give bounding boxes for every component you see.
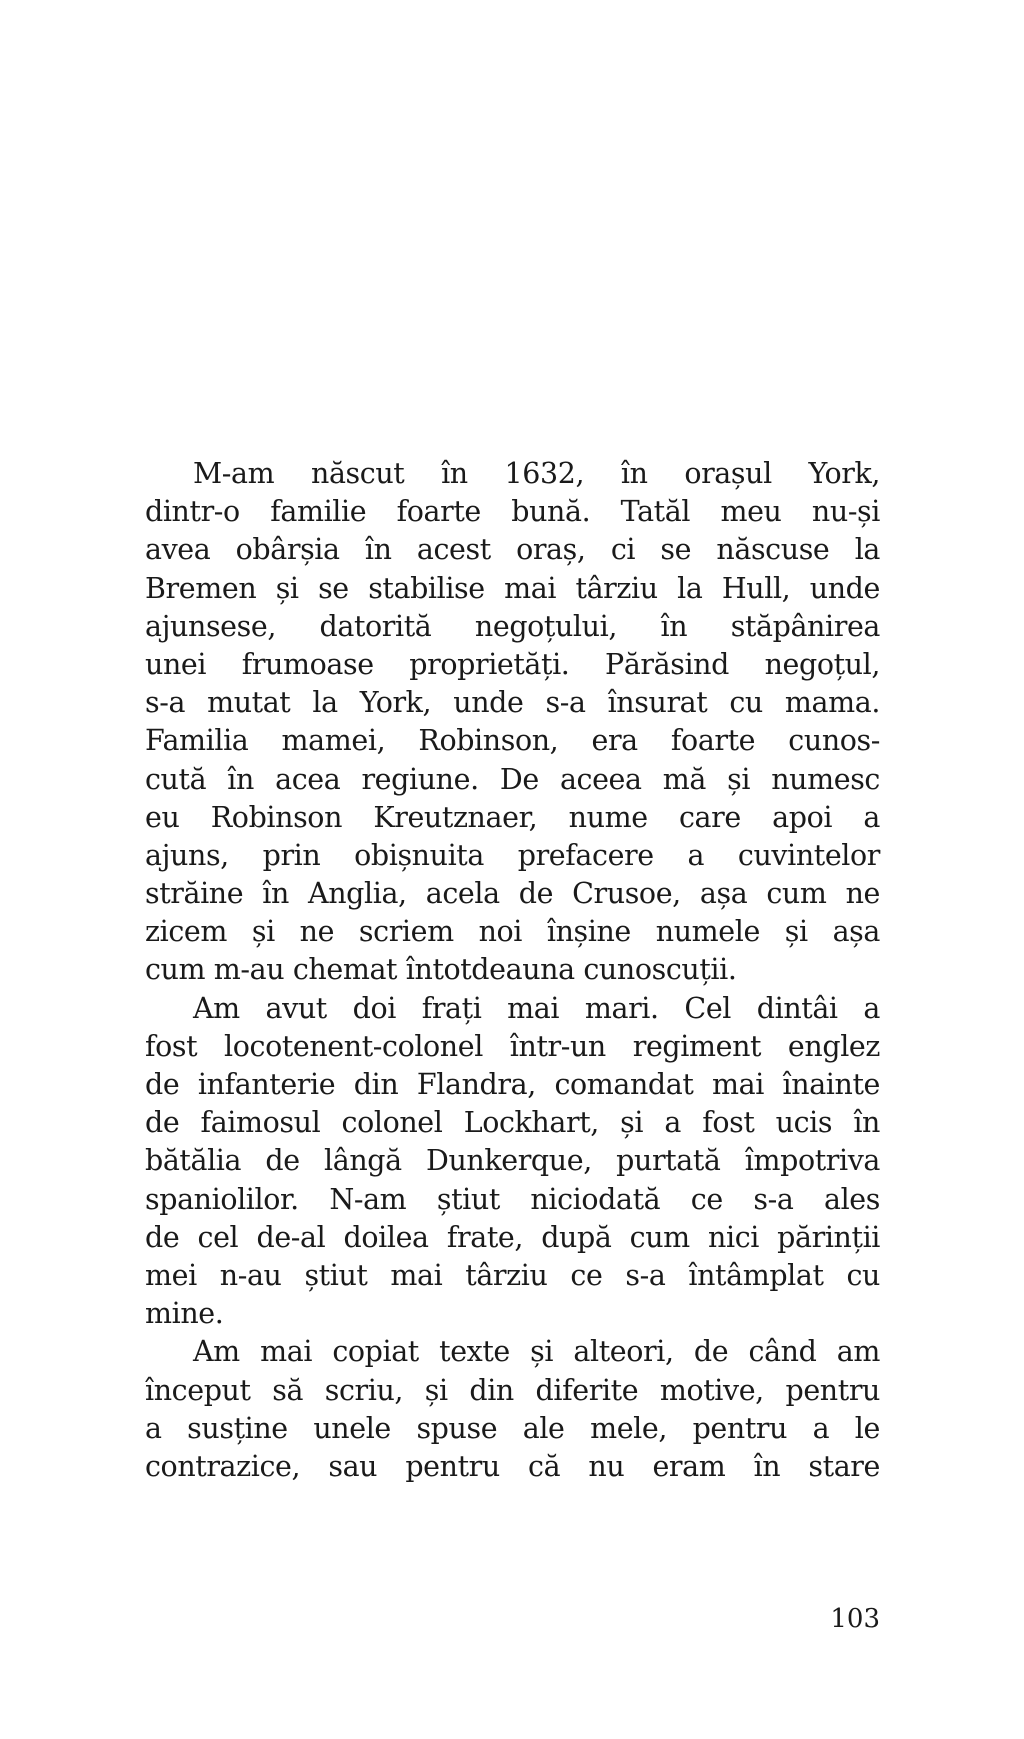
text-line-content: de cel de-al doilea frate, după cum nici părinții <box>145 1220 880 1254</box>
text-line-content: s-a mutat la York, unde s-a însurat cu mama. <box>145 686 880 720</box>
text-line <box>145 1028 880 1066</box>
text-line <box>145 531 880 569</box>
text-line <box>145 1333 880 1371</box>
text-line <box>145 455 880 493</box>
text-line-content: zicem și ne scriem noi înșine numele și așa <box>145 915 880 949</box>
text-line-content: fost locotenent-colonel într-un regiment englez <box>145 1029 880 1063</box>
text-line <box>145 1372 880 1410</box>
text-line <box>145 1219 880 1257</box>
text-line <box>145 875 880 913</box>
text-line-content: de infanterie din Flandra, comandat mai înainte <box>145 1068 880 1101</box>
text-line-content: mine. <box>145 1297 224 1331</box>
text-line-content: avea obârșia în acest oraș, ci se născuse la <box>145 533 880 567</box>
text-line-content: cum m-au chemat întotdeauna cunoscuții. <box>145 953 737 987</box>
text-line <box>145 1410 880 1448</box>
text-line <box>145 1448 880 1486</box>
text-line-content: Bremen și se stabilise mai târziu la Hull, unde <box>145 571 880 605</box>
text-line <box>145 646 880 684</box>
text-line-content: unei frumoase proprietăți. Părăsind negoțul, <box>145 647 880 681</box>
text-line-content: ajunsese, datorită negoțului, în stăpânirea <box>145 609 880 643</box>
text-line-content: cută în acea regiune. De aceea mă și numesc <box>145 762 880 796</box>
text-line-content: Am avut doi frați mai mari. Cel dintâi a <box>193 991 880 1025</box>
text-line <box>145 1066 880 1104</box>
text-line <box>145 608 880 646</box>
text-line <box>145 1295 880 1333</box>
text-line-content: M-am născut în 1632, în orașul York, <box>193 457 880 490</box>
text-line-content: de faimosul colonel Lockhart, și a fost ucis în <box>145 1106 880 1140</box>
text-line-content: a susține unele spuse ale mele, pentru a le <box>145 1411 880 1445</box>
paragraph-1 <box>145 455 880 990</box>
text-line <box>145 570 880 608</box>
text-line <box>145 722 880 760</box>
text-line-content: ajuns, prin obișnuita prefacere a cuvintelor <box>145 838 880 872</box>
text-line-content: străine în Anglia, acela de Crusoe, așa cum ne <box>145 877 880 911</box>
text-line-content: eu Robinson Kreutznaer, nume care apoi a <box>145 800 880 834</box>
text-line <box>145 761 880 799</box>
text-line-content: spaniolilor. N-am știut niciodată ce s-a ales <box>145 1182 880 1216</box>
text-line <box>145 1104 880 1142</box>
text-line-content: Familia mamei, Robinson, era foarte cunos- <box>145 724 880 758</box>
text-line <box>145 913 880 951</box>
text-line-content: dintr-o familie foarte bună. Tatăl meu nu-și <box>145 495 880 529</box>
text-line-content: Am mai copiat texte și alteori, de când am <box>193 1335 880 1369</box>
text-line <box>145 684 880 722</box>
text-line-content: contrazice, sau pentru că nu eram în stare <box>145 1449 880 1483</box>
page-number: 103 <box>830 1604 880 1634</box>
text-line <box>145 1257 880 1295</box>
text-line-content: bătălia de lângă Dunkerque, purtată împotriva <box>145 1144 880 1178</box>
text-line <box>145 1181 880 1219</box>
text-line <box>145 493 880 531</box>
text-line <box>145 990 880 1028</box>
text-line-content: început să scriu, și din diferite motive, pentru <box>145 1373 880 1407</box>
paragraph-3 <box>145 1333 880 1486</box>
text-line-content: mei n-au știut mai târziu ce s-a întâmplat cu <box>145 1258 880 1292</box>
text-line <box>145 799 880 837</box>
text-line <box>145 837 880 875</box>
text-line <box>145 951 880 989</box>
text-line <box>145 1142 880 1180</box>
page-body <box>145 455 880 1486</box>
paragraph-2 <box>145 990 880 1334</box>
